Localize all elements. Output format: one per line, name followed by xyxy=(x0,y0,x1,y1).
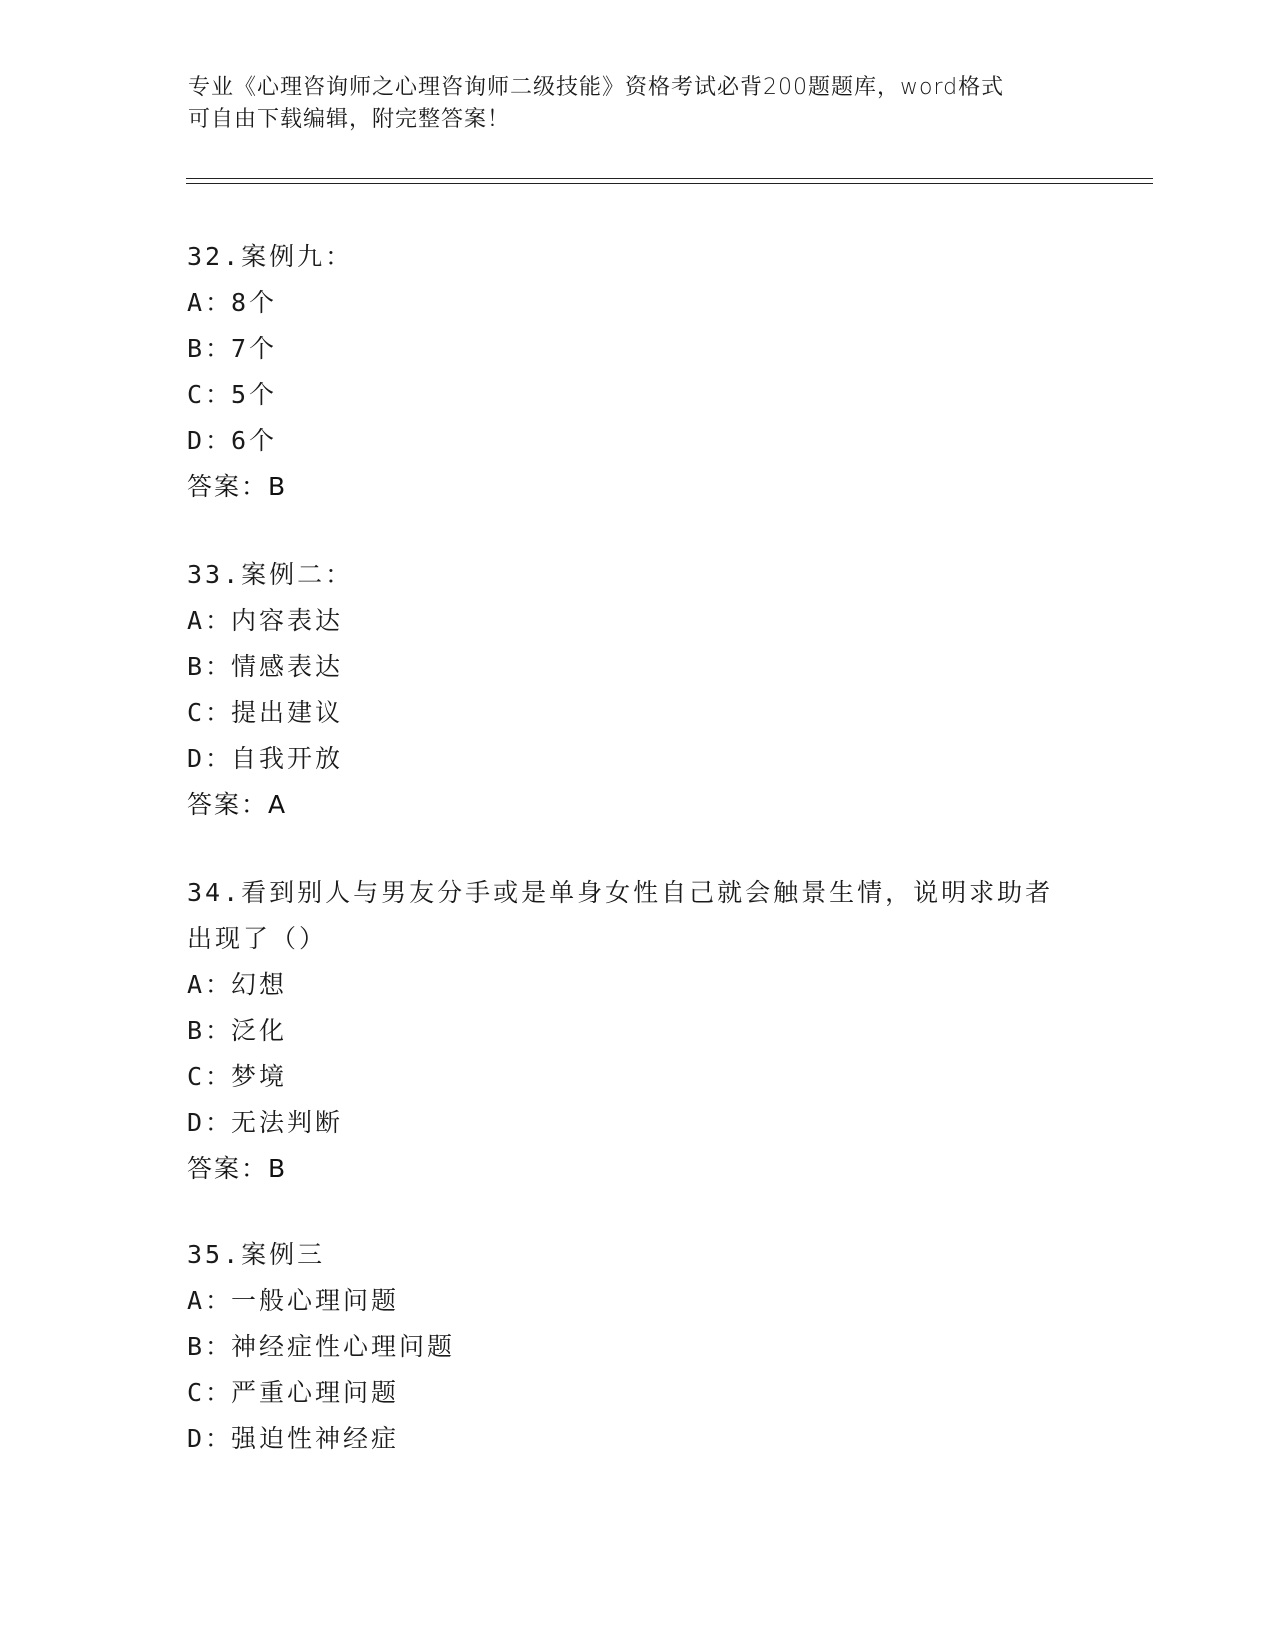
question-34 xyxy=(187,870,1087,1192)
option-text: 幻想 xyxy=(231,970,288,999)
header-line-1: 专业《心理咨询师之心理咨询师二级技能》资格考试必背200题题库，word格式 xyxy=(188,75,1005,100)
option-b xyxy=(187,1008,1087,1054)
option-text: 无法判断 xyxy=(231,1108,344,1137)
option-letter: D： xyxy=(187,1424,234,1453)
answer-line: 答案：B xyxy=(187,1154,288,1183)
option-letter: B： xyxy=(187,1332,234,1361)
option-letter: C： xyxy=(187,380,234,409)
option-letter: A： xyxy=(187,970,234,999)
option-letter: B： xyxy=(187,1016,234,1045)
option-text: 一般心理问题 xyxy=(231,1286,400,1315)
option-d xyxy=(187,1416,1087,1462)
option-text: 泛化 xyxy=(231,1016,288,1045)
option-letter: A： xyxy=(187,606,234,635)
option-letter: B： xyxy=(187,652,234,681)
question-32 xyxy=(187,234,1087,510)
option-text: 7个 xyxy=(231,334,278,363)
header-line-2: 可自由下载编辑，附完整答案！ xyxy=(188,107,511,132)
option-a xyxy=(187,1278,1087,1324)
option-text: 5个 xyxy=(231,380,278,409)
option-d xyxy=(187,736,1087,782)
option-d xyxy=(187,418,1087,464)
option-text: 严重心理问题 xyxy=(231,1378,400,1407)
question-title: 32.案例九： xyxy=(187,242,354,271)
option-a xyxy=(187,598,1087,644)
option-b xyxy=(187,644,1087,690)
option-letter: A： xyxy=(187,288,234,317)
option-b xyxy=(187,326,1087,372)
option-text: 强迫性神经症 xyxy=(231,1424,400,1453)
option-text: 情感表达 xyxy=(231,652,344,681)
header-divider-top xyxy=(186,178,1153,179)
question-title: 35.案例三 xyxy=(187,1240,326,1269)
option-text: 6个 xyxy=(231,426,278,455)
option-c xyxy=(187,1054,1087,1100)
option-letter: D： xyxy=(187,1108,234,1137)
option-c xyxy=(187,690,1087,736)
option-letter: D： xyxy=(187,426,234,455)
option-a xyxy=(187,962,1087,1008)
option-b xyxy=(187,1324,1087,1370)
option-d xyxy=(187,1100,1087,1146)
question-33 xyxy=(187,552,1087,828)
option-a xyxy=(187,280,1087,326)
option-c xyxy=(187,372,1087,418)
option-c xyxy=(187,1370,1087,1416)
option-text: 8个 xyxy=(231,288,278,317)
option-text: 梦境 xyxy=(231,1062,288,1091)
option-letter: C： xyxy=(187,1378,234,1407)
option-text: 神经症性心理问题 xyxy=(231,1332,456,1361)
header-divider-bottom xyxy=(186,183,1153,184)
question-title: 33.案例二： xyxy=(187,560,354,589)
option-letter: C： xyxy=(187,1062,234,1091)
question-35 xyxy=(187,1232,1087,1462)
option-letter: C： xyxy=(187,698,234,727)
answer-line: 答案：B xyxy=(187,472,288,501)
option-text: 内容表达 xyxy=(231,606,344,635)
question-title: 34.看到别人与男友分手或是单身女性自己就会触景生情，说明求助者出现了（） xyxy=(187,878,1054,953)
document-header xyxy=(188,72,1068,136)
option-letter: D： xyxy=(187,744,234,773)
option-letter: A： xyxy=(187,1286,234,1315)
option-letter: B： xyxy=(187,334,234,363)
option-text: 自我开放 xyxy=(231,744,344,773)
option-text: 提出建议 xyxy=(231,698,344,727)
answer-line: 答案：A xyxy=(187,790,288,819)
